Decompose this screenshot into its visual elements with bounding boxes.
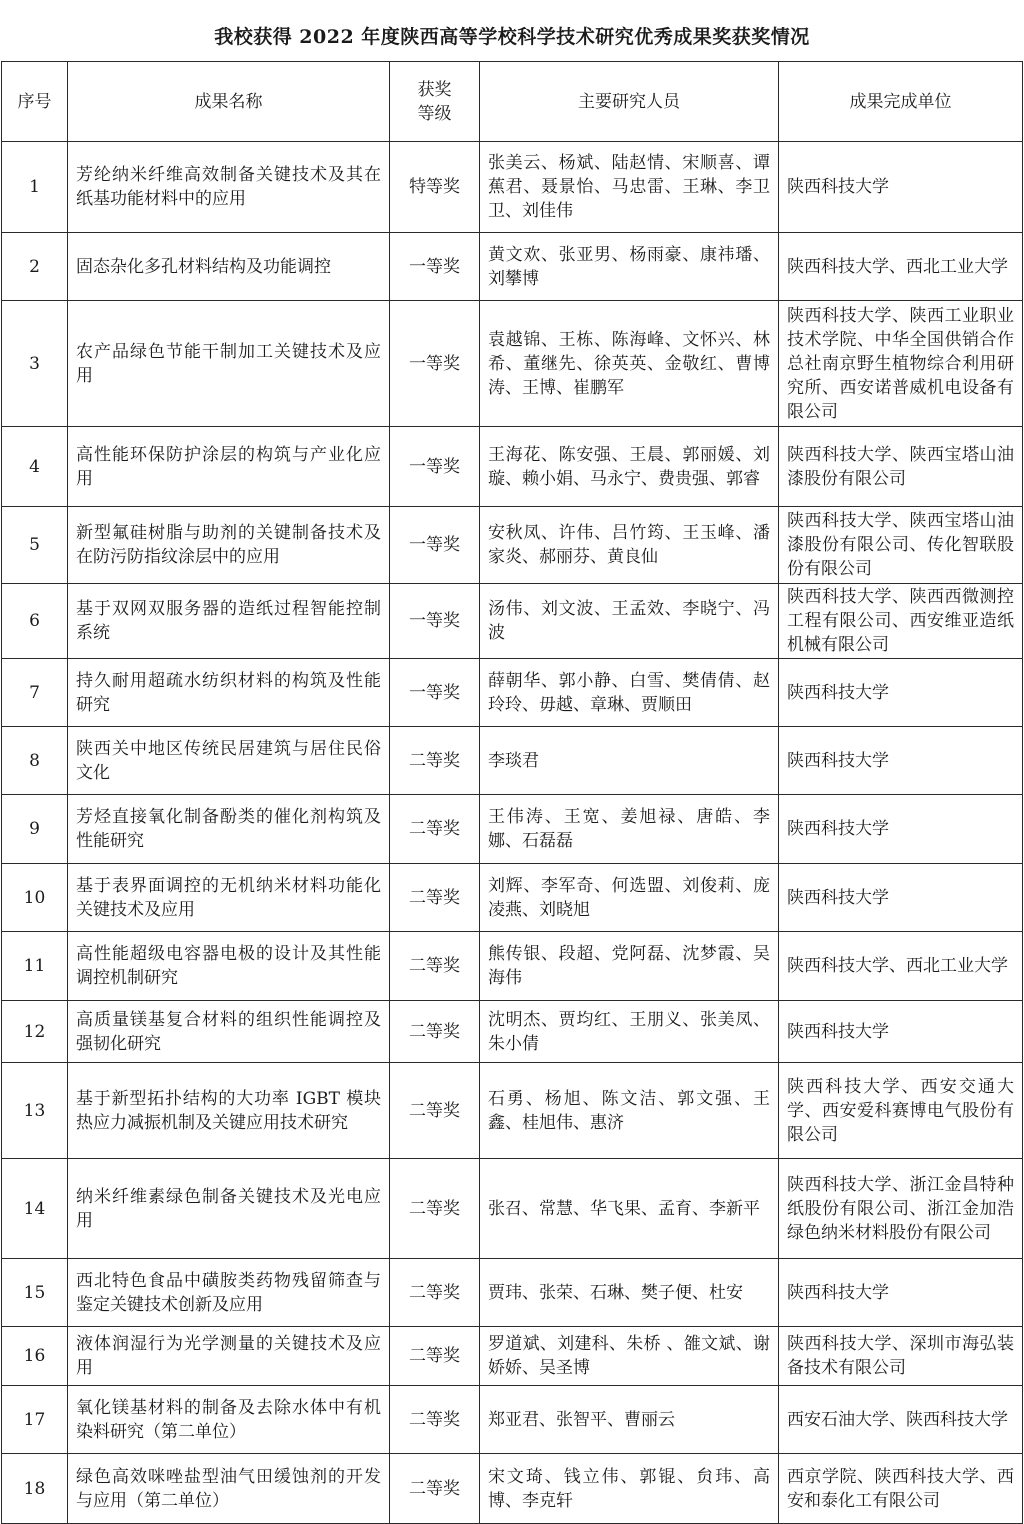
table-row	[2, 864, 1023, 932]
cell-name: 持久耐用超疏水纺织材料的构筑及性能研究	[68, 659, 390, 727]
cell-level: 一等奖	[390, 507, 480, 584]
cell-name: 陕西关中地区传统民居建筑与居住民俗文化	[68, 727, 390, 795]
cell-unit: 西京学院、陕西科技大学、西安和泰化工有限公司	[779, 1454, 1023, 1524]
cell-unit: 陕西科技大学	[779, 1001, 1023, 1063]
cell-unit: 陕西科技大学	[779, 659, 1023, 727]
cell-no: 4	[2, 427, 68, 507]
cell-no: 1	[2, 142, 68, 233]
cell-no: 13	[2, 1063, 68, 1159]
cell-no: 10	[2, 864, 68, 932]
cell-level: 二等奖	[390, 795, 480, 864]
cell-no: 6	[2, 584, 68, 659]
table-row	[2, 1454, 1023, 1524]
cell-no: 18	[2, 1454, 68, 1524]
cell-unit: 陕西科技大学、陕西工业职业技术学院、中华全国供销合作总社南京野生植物综合利用研究所、西安诺普威机电设备有限公司	[779, 301, 1023, 427]
cell-level: 一等奖	[390, 301, 480, 427]
cell-level: 二等奖	[390, 932, 480, 1001]
table-row	[2, 795, 1023, 864]
cell-name: 高性能超级电容器电极的设计及其性能调控机制研究	[68, 932, 390, 1001]
cell-people: 郑亚君、张智平、曹丽云	[480, 1386, 779, 1454]
cell-name: 固态杂化多孔材料结构及功能调控	[68, 233, 390, 301]
cell-unit: 陕西科技大学、陕西西微测控工程有限公司、西安维亚造纸机械有限公司	[779, 584, 1023, 659]
cell-level: 二等奖	[390, 864, 480, 932]
cell-level: 一等奖	[390, 659, 480, 727]
cell-unit: 陕西科技大学、浙江金昌特种纸股份有限公司、浙江金加浩绿色纳米材料股份有限公司	[779, 1159, 1023, 1259]
cell-unit: 陕西科技大学	[779, 795, 1023, 864]
cell-no: 16	[2, 1327, 68, 1386]
cell-level: 二等奖	[390, 1063, 480, 1159]
cell-level: 二等奖	[390, 1386, 480, 1454]
table-row	[2, 233, 1023, 301]
table-row	[2, 1259, 1023, 1327]
cell-unit: 西安石油大学、陕西科技大学	[779, 1386, 1023, 1454]
cell-people: 贾玮、张荣、石琳、樊子便、杜安	[480, 1259, 779, 1327]
cell-people: 刘辉、李军奇、何选盟、刘俊莉、庞凌燕、刘晓旭	[480, 864, 779, 932]
table-row	[2, 1386, 1023, 1454]
cell-level: 二等奖	[390, 1259, 480, 1327]
cell-no: 8	[2, 727, 68, 795]
table-row	[2, 1063, 1023, 1159]
cell-unit: 陕西科技大学、陕西宝塔山油漆股份有限公司	[779, 427, 1023, 507]
cell-level: 二等奖	[390, 1454, 480, 1524]
cell-no: 12	[2, 1001, 68, 1063]
table-header-row	[2, 62, 1023, 142]
table-row	[2, 1327, 1023, 1386]
cell-name: 基于表界面调控的无机纳米材料功能化关键技术及应用	[68, 864, 390, 932]
cell-people: 沈明杰、贾均红、王朋义、张美凤、朱小倩	[480, 1001, 779, 1063]
cell-name: 基于双网双服务器的造纸过程智能控制系统	[68, 584, 390, 659]
table-row	[2, 932, 1023, 1001]
table-row	[2, 727, 1023, 795]
table-row	[2, 584, 1023, 659]
cell-unit: 陕西科技大学	[779, 142, 1023, 233]
table-row	[2, 427, 1023, 507]
cell-level: 二等奖	[390, 1327, 480, 1386]
cell-unit: 陕西科技大学	[779, 727, 1023, 795]
cell-people: 王伟涛、王宽、姜旭禄、唐皓、李娜、石磊磊	[480, 795, 779, 864]
cell-no: 15	[2, 1259, 68, 1327]
cell-people: 熊传银、段超、党阿磊、沈梦霞、吴海伟	[480, 932, 779, 1001]
cell-name: 氧化镁基材料的制备及去除水体中有机染料研究（第二单位）	[68, 1386, 390, 1454]
header-no: 序号	[2, 62, 68, 142]
cell-unit: 陕西科技大学	[779, 864, 1023, 932]
cell-people: 李琰君	[480, 727, 779, 795]
awards-table	[1, 61, 1023, 1524]
cell-people: 宋文琦、钱立伟、郭锟、贠玮、高博、李克轩	[480, 1454, 779, 1524]
cell-people: 汤伟、刘文波、王孟效、李晓宁、冯波	[480, 584, 779, 659]
cell-level: 特等奖	[390, 142, 480, 233]
table-row	[2, 1159, 1023, 1259]
table-row	[2, 142, 1023, 233]
cell-unit: 陕西科技大学、深圳市海弘装备技术有限公司	[779, 1327, 1023, 1386]
cell-name: 新型氟硅树脂与助剂的关键制备技术及在防污防指纹涂层中的应用	[68, 507, 390, 584]
cell-unit: 陕西科技大学、西北工业大学	[779, 932, 1023, 1001]
cell-no: 9	[2, 795, 68, 864]
header-name: 成果名称	[68, 62, 390, 142]
cell-no: 5	[2, 507, 68, 584]
cell-name: 芳纶纳米纤维高效制备关键技术及其在纸基功能材料中的应用	[68, 142, 390, 233]
cell-unit: 陕西科技大学	[779, 1259, 1023, 1327]
cell-name: 高性能环保防护涂层的构筑与产业化应用	[68, 427, 390, 507]
cell-name: 芳烃直接氧化制备酚类的催化剂构筑及性能研究	[68, 795, 390, 864]
table-row	[2, 1001, 1023, 1063]
cell-people: 袁越锦、王栋、陈海峰、文怀兴、林希、董继先、徐英英、金敬红、曹博涛、王博、崔鹏军	[480, 301, 779, 427]
header-unit: 成果完成单位	[779, 62, 1023, 142]
cell-no: 11	[2, 932, 68, 1001]
cell-people: 罗道斌、刘建科、朱桥 、雒文斌、谢娇娇、吴圣博	[480, 1327, 779, 1386]
table-row	[2, 301, 1023, 427]
cell-level: 一等奖	[390, 427, 480, 507]
cell-name: 西北特色食品中磺胺类药物残留筛查与鉴定关键技术创新及应用	[68, 1259, 390, 1327]
cell-people: 王海花、陈安强、王晨、郭丽媛、刘璇、赖小娟、马永宁、费贵强、郭睿	[480, 427, 779, 507]
cell-level: 二等奖	[390, 1159, 480, 1259]
cell-unit: 陕西科技大学、陕西宝塔山油漆股份有限公司、传化智联股份有限公司	[779, 507, 1023, 584]
cell-unit: 陕西科技大学、西安交通大学、西安爱科赛博电气股份有限公司	[779, 1063, 1023, 1159]
table-row	[2, 659, 1023, 727]
cell-no: 3	[2, 301, 68, 427]
cell-people: 黄文欢、张亚男、杨雨豪、康祎璠、刘攀博	[480, 233, 779, 301]
document-title: 我校获得 2022 年度陕西高等学校科学技术研究优秀成果奖获奖情况	[214, 26, 810, 48]
cell-unit: 陕西科技大学、西北工业大学	[779, 233, 1023, 301]
cell-no: 14	[2, 1159, 68, 1259]
cell-level: 一等奖	[390, 584, 480, 659]
cell-level: 二等奖	[390, 727, 480, 795]
cell-no: 7	[2, 659, 68, 727]
cell-people: 薛朝华、郭小静、白雪、樊倩倩、赵玲玲、毋越、章琳、贾顺田	[480, 659, 779, 727]
cell-name: 绿色高效咪唑盐型油气田缓蚀剂的开发与应用（第二单位）	[68, 1454, 390, 1524]
cell-people: 安秋凤、许伟、吕竹筠、王玉峰、潘家炎、郝丽芬、黄良仙	[480, 507, 779, 584]
cell-level: 一等奖	[390, 233, 480, 301]
cell-name: 液体润湿行为光学测量的关键技术及应用	[68, 1327, 390, 1386]
cell-people: 张美云、杨斌、陆赵情、宋顺喜、谭蕉君、聂景怡、马忠雷、王琳、李卫卫、刘佳伟	[480, 142, 779, 233]
cell-level: 二等奖	[390, 1001, 480, 1063]
cell-name: 高质量镁基复合材料的组织性能调控及强韧化研究	[68, 1001, 390, 1063]
cell-name: 纳米纤维素绿色制备关键技术及光电应用	[68, 1159, 390, 1259]
cell-name: 农产品绿色节能干制加工关键技术及应用	[68, 301, 390, 427]
header-people: 主要研究人员	[480, 62, 779, 142]
cell-no: 2	[2, 233, 68, 301]
header-level: 获奖 等级	[390, 62, 480, 142]
table-row	[2, 507, 1023, 584]
cell-no: 17	[2, 1386, 68, 1454]
cell-name: 基于新型拓扑结构的大功率 IGBT 模块热应力减振机制及关键应用技术研究	[68, 1063, 390, 1159]
cell-people: 石勇、杨旭、陈文洁、郭文强、王鑫、桂旭伟、惠济	[480, 1063, 779, 1159]
cell-people: 张召、常慧、华飞果、孟育、李新平	[480, 1159, 779, 1259]
